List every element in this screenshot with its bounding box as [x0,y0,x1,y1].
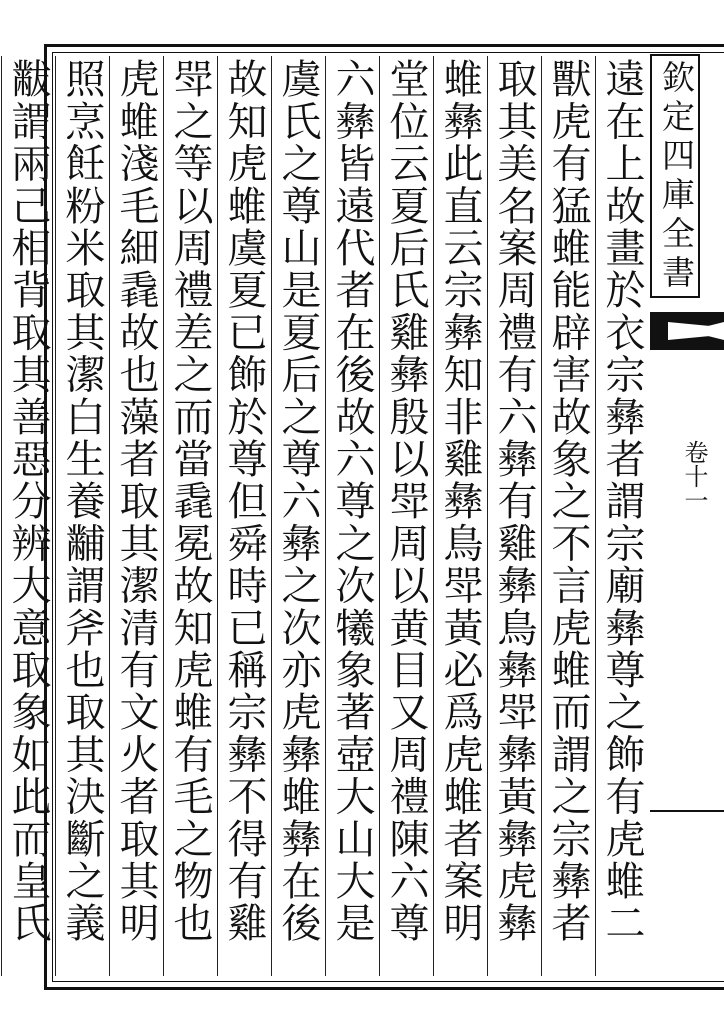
text-column: 遠在上故畫於衣宗彝者謂宗廟彝尊之飾有虎蜼二 [595,56,649,976]
text-column: 六彝皆遠代者在後故六尊之次犧象著壺大山大是 [325,56,379,976]
book-title: 欽定四庫全書 [657,60,696,294]
fish-tail-mark-icon [650,312,724,350]
text-column: 故知虎蜼虞夏已飾於尊但舜時已稱宗彝不得有雞 [217,56,271,976]
text-column: 照烹飪粉米取其潔白生養黼謂斧也取其決斷之義 [55,56,109,976]
chapter-label: 卷十一 [680,440,708,512]
text-column: 蜼彝此直云宗彝知非雞彝鳥斝黃必爲虎蜼者案明 [433,56,487,976]
text-column: 斝之等以周禮差之而當毳冕故知虎蜼有毛之物也 [163,56,217,976]
text-column: 取其美名案周禮有六彝有雞彝鳥彝斝彝黃彝虎彝 [487,56,541,976]
text-body [5,56,649,976]
text-column: 虎蜼淺毛細毳故也藻者取其潔清有文火者取其明 [109,56,163,976]
text-column: 黻謂兩己相背取其善惡分辨大意取象如此而皇氏 [1,56,55,976]
text-column: 虞氏之尊山是夏后之尊六彝之次亦虎彝蜼彝在後 [271,56,325,976]
margin-rule [650,810,724,812]
text-column: 堂位云夏后氏雞彝殷以斝周以黄目又周禮陳六尊 [379,56,433,976]
text-column: 獸虎有猛蜼能辟害故象之不言虎蜼而謂之宗彝者 [541,56,595,976]
